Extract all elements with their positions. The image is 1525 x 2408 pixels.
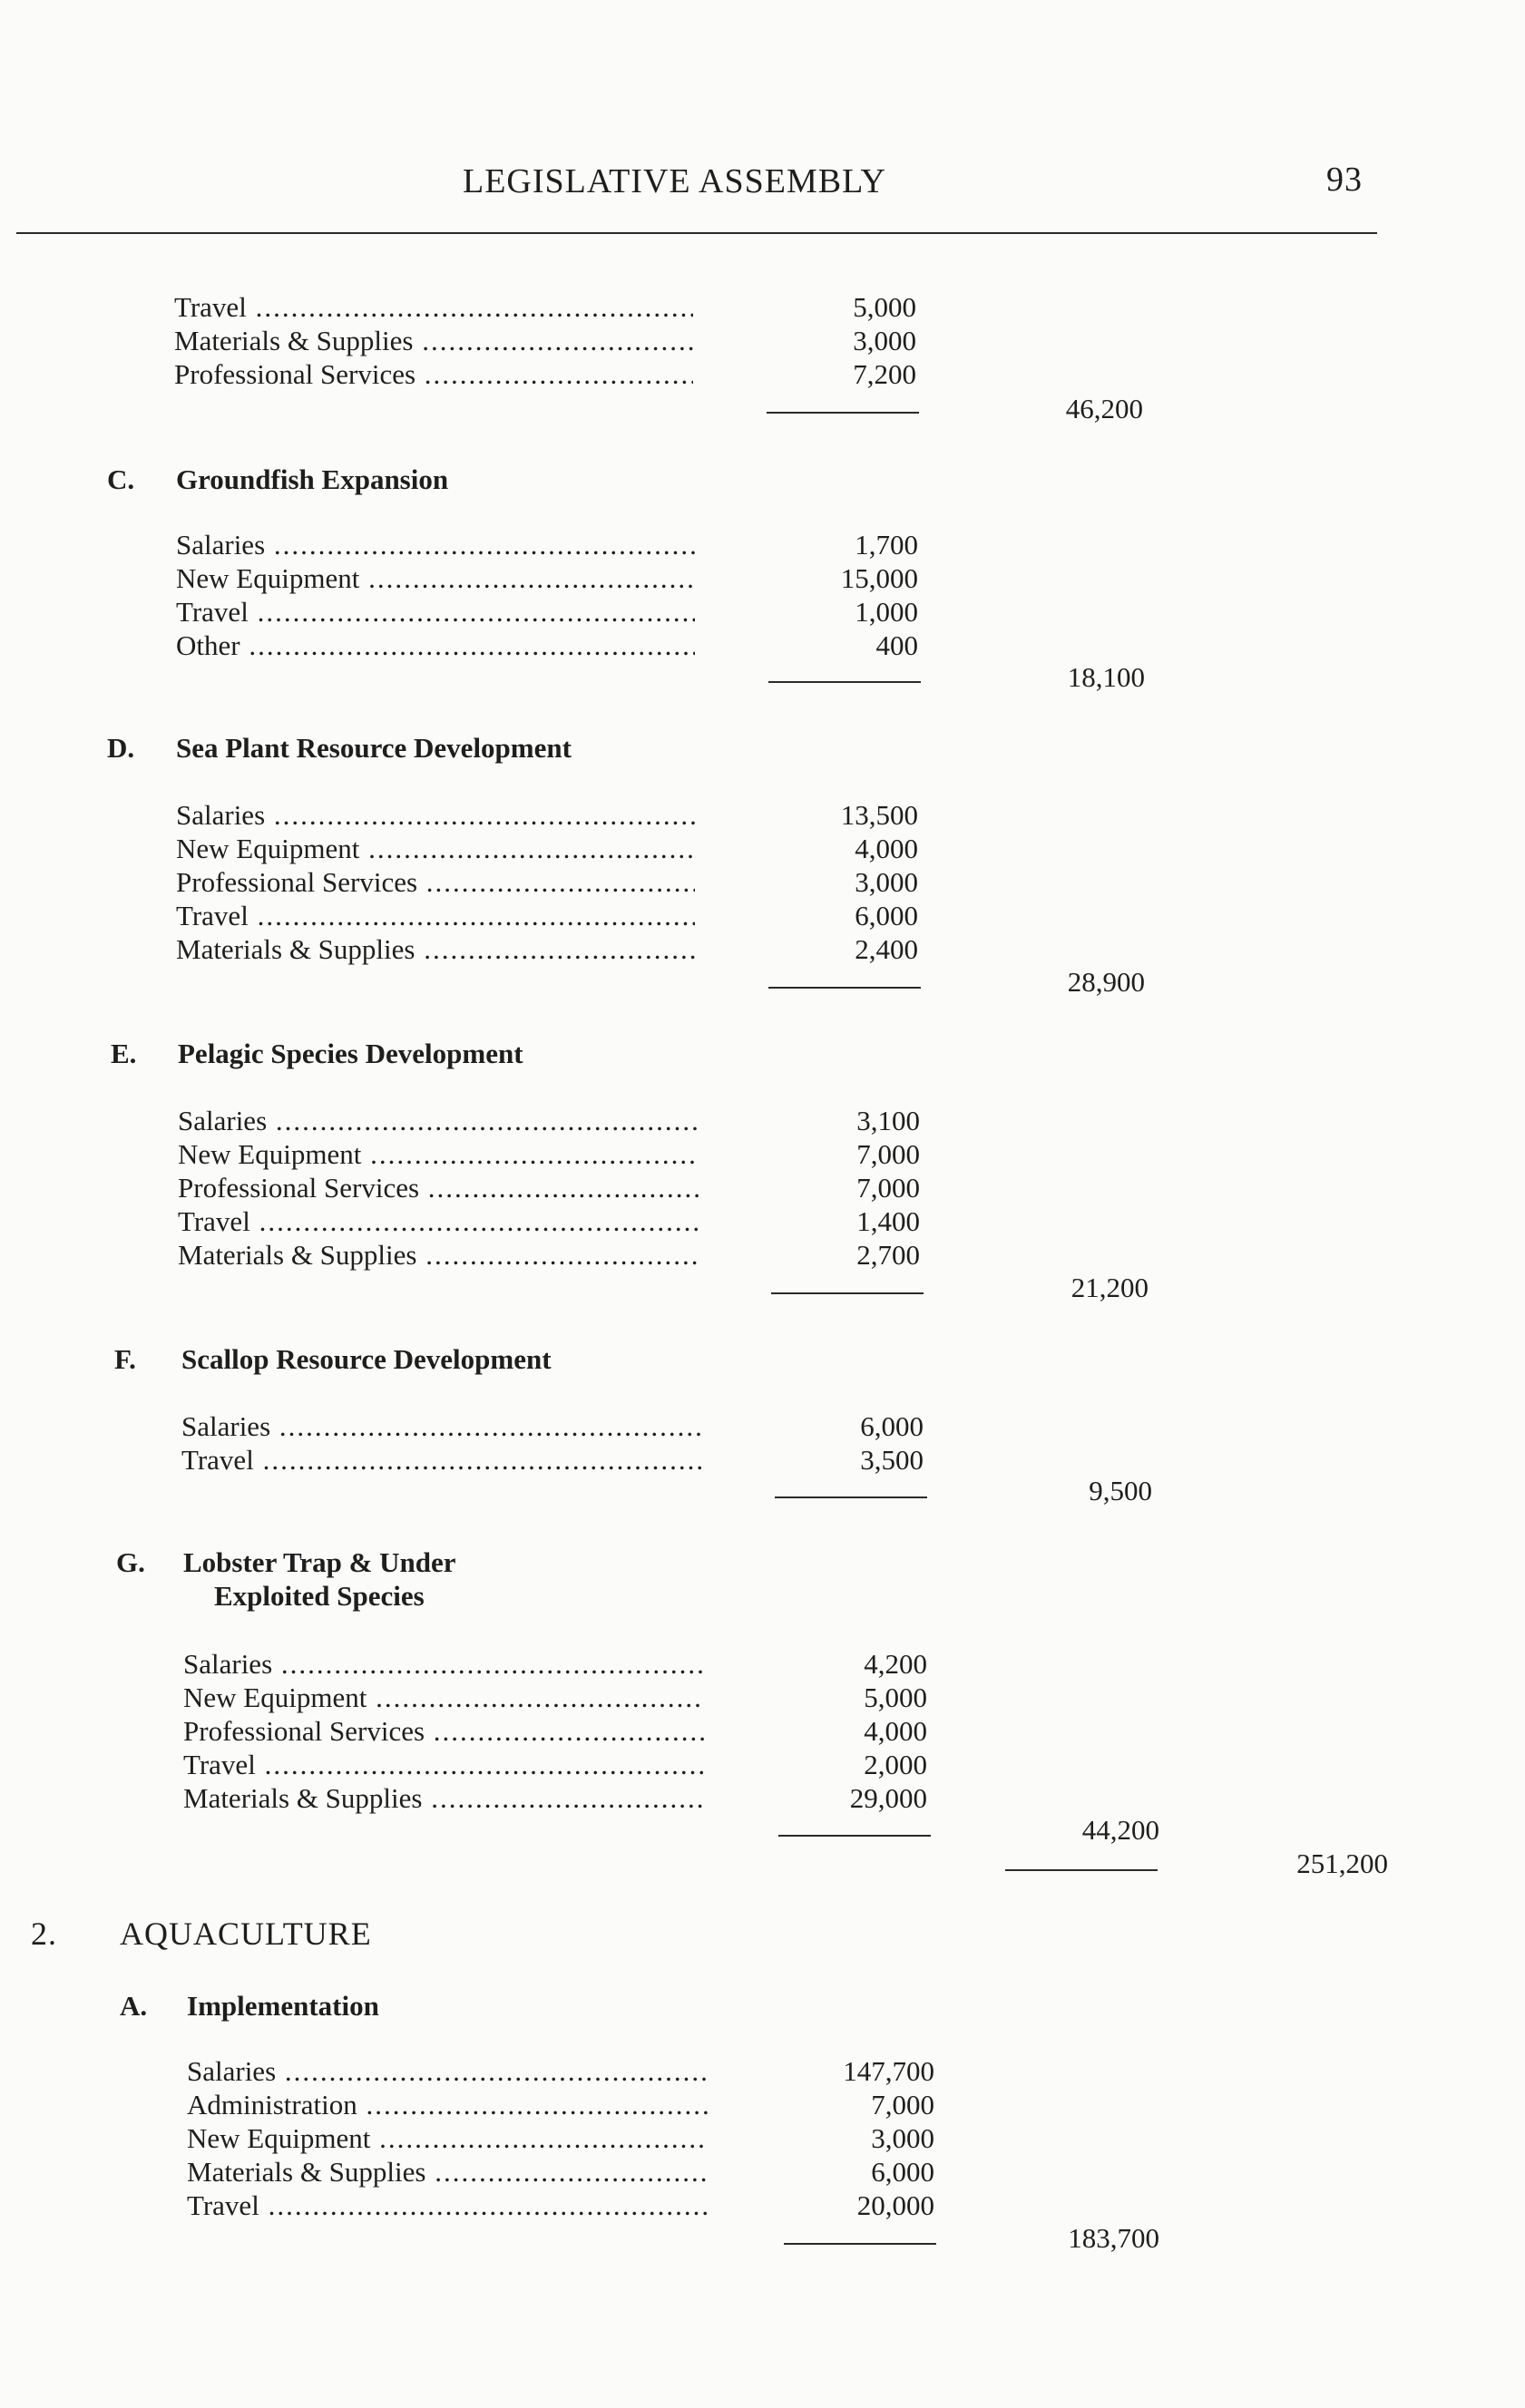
- line-item-label: Travel .....: [187, 2189, 708, 2222]
- major-section-number: 2.: [31, 1916, 57, 1952]
- line-item-label: Salaries .....: [183, 1647, 704, 1681]
- line-item-label: Travel .....: [178, 1204, 699, 1238]
- line-item-label: Salaries .....: [181, 1409, 702, 1443]
- line-item-label: Materials & Supplies .....: [178, 1238, 699, 1272]
- line-item-label: Professional Services .....: [183, 1714, 704, 1748]
- page-title: LEGISLATIVE ASSEMBLY: [463, 162, 886, 200]
- subtotal: 46,200: [1065, 393, 1143, 424]
- line-item-label: Salaries .....: [178, 1104, 699, 1137]
- sum-rule: [768, 681, 921, 683]
- line-item-amount: 400: [875, 629, 918, 661]
- line-item-label: Materials & Supplies .....: [174, 324, 693, 357]
- line-item-amount: 15,000: [840, 562, 918, 594]
- page-number: 93: [1326, 161, 1363, 199]
- line-item-amount: 3,100: [856, 1105, 920, 1136]
- subtotal: 21,200: [1070, 1272, 1149, 1303]
- line-item-amount: 2,400: [855, 933, 918, 965]
- line-item-label: New Equipment .....: [187, 2121, 708, 2155]
- line-item-amount: 5,000: [853, 291, 916, 323]
- section-title-continued: Exploited Species: [214, 1580, 425, 1612]
- line-item-amount: 3,000: [871, 2122, 934, 2154]
- section-title: Scallop Resource Development: [181, 1343, 552, 1375]
- subtotal: 9,500: [1089, 1475, 1152, 1506]
- section-letter: D.: [107, 732, 135, 764]
- section-total: 251,200: [1296, 1847, 1388, 1879]
- subtotal: 183,700: [1068, 2222, 1159, 2254]
- line-item-amount: 7,000: [856, 1172, 920, 1204]
- line-item-amount: 7,000: [871, 2089, 934, 2120]
- section-title: Implementation: [187, 1990, 379, 2022]
- line-item-amount: 13,500: [840, 799, 918, 831]
- line-item-amount: 3,500: [860, 1444, 924, 1476]
- section-title: Pelagic Species Development: [178, 1038, 523, 1069]
- sum-rule: [784, 2243, 936, 2245]
- line-item-amount: 1,700: [855, 529, 918, 561]
- line-item-label: Salaries .....: [176, 798, 695, 832]
- line-item-label: New Equipment .....: [176, 832, 695, 865]
- line-item-amount: 4,000: [864, 1715, 927, 1747]
- line-item-amount: 147,700: [843, 2055, 934, 2087]
- line-item-label: Other .....: [176, 629, 695, 662]
- line-item-amount: 29,000: [849, 1782, 927, 1814]
- line-item-amount: 2,000: [864, 1749, 927, 1780]
- major-section-title: AQUACULTURE: [120, 1916, 372, 1952]
- line-item-label: Travel .....: [174, 290, 693, 324]
- line-item-label: New Equipment .....: [176, 561, 695, 595]
- sum-rule: [768, 987, 921, 989]
- line-item-amount: 4,200: [864, 1648, 927, 1680]
- line-item-label: Travel .....: [176, 899, 695, 932]
- sum-rule: [775, 1496, 927, 1498]
- section-title: Sea Plant Resource Development: [176, 732, 572, 764]
- header-rule: [16, 232, 1377, 234]
- sum-rule: [771, 1292, 924, 1294]
- line-item-amount: 4,000: [855, 833, 918, 864]
- line-item-label: Professional Services .....: [174, 357, 693, 391]
- line-item-label: Professional Services .....: [178, 1171, 699, 1204]
- line-item-label: Travel .....: [181, 1443, 702, 1477]
- line-item-label: Salaries .....: [187, 2054, 708, 2088]
- line-item-amount: 7,200: [853, 358, 916, 390]
- line-item-amount: 2,700: [856, 1239, 920, 1271]
- line-item-amount: 6,000: [860, 1410, 924, 1442]
- subtotal: 28,900: [1067, 966, 1145, 998]
- section-title: Groundfish Expansion: [176, 463, 449, 495]
- line-item-amount: 1,000: [855, 596, 918, 628]
- line-item-label: Administration .....: [187, 2088, 708, 2121]
- line-item-label: Materials & Supplies .....: [183, 1781, 704, 1815]
- line-item-label: Materials & Supplies .....: [187, 2155, 708, 2189]
- line-item-label: New Equipment .....: [178, 1137, 699, 1171]
- section-letter: A.: [120, 1990, 148, 2022]
- line-item-label: Travel .....: [183, 1748, 704, 1781]
- section-title: Lobster Trap & Under: [183, 1546, 456, 1578]
- line-item-label: Salaries .....: [176, 528, 695, 561]
- line-item-amount: 7,000: [856, 1138, 920, 1170]
- line-item-amount: 20,000: [856, 2189, 934, 2221]
- line-item-amount: 6,000: [871, 2156, 934, 2188]
- line-item-amount: 5,000: [864, 1682, 927, 1713]
- line-item-amount: 6,000: [855, 900, 918, 931]
- sum-rule: [1005, 1869, 1158, 1871]
- subtotal: 18,100: [1067, 661, 1145, 693]
- line-item-label: New Equipment .....: [183, 1681, 704, 1714]
- sum-rule: [767, 412, 919, 414]
- sum-rule: [778, 1835, 931, 1837]
- section-letter: F.: [114, 1343, 136, 1375]
- subtotal: 44,200: [1081, 1814, 1159, 1846]
- section-letter: G.: [116, 1546, 145, 1578]
- section-letter: E.: [111, 1038, 137, 1069]
- line-item-amount: 3,000: [855, 866, 918, 898]
- line-item-label: Professional Services .....: [176, 865, 695, 899]
- line-item-amount: 1,400: [856, 1205, 920, 1237]
- section-letter: C.: [107, 463, 135, 495]
- line-item-label: Materials & Supplies .....: [176, 932, 695, 966]
- line-item-amount: 3,000: [853, 325, 916, 356]
- line-item-label: Travel .....: [176, 595, 695, 629]
